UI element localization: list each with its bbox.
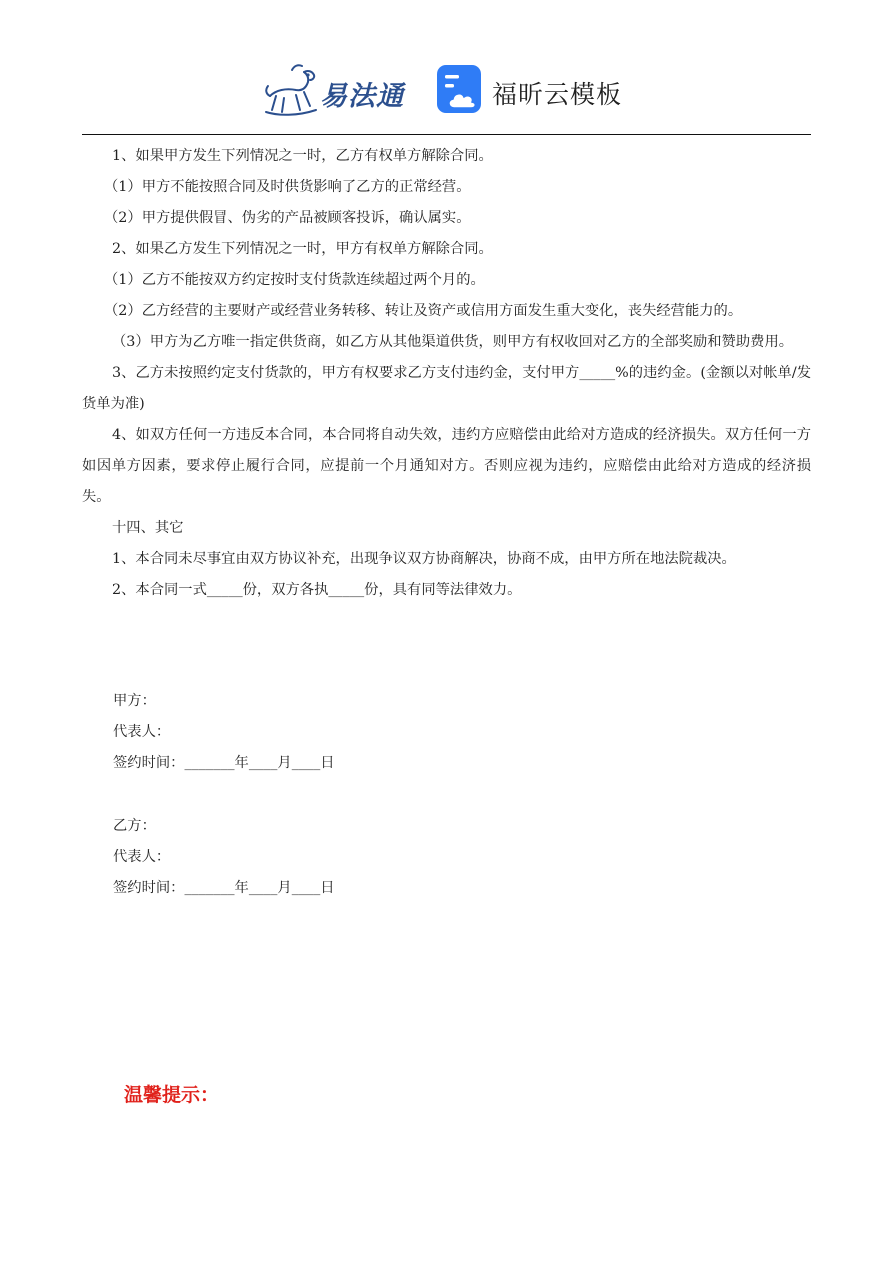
- yifatong-logo: [262, 62, 412, 118]
- clause-paragraph: 2、如果乙方发生下列情况之一时，甲方有权单方解除合同。: [112, 241, 493, 257]
- cloud-document-icon: [436, 64, 484, 116]
- section-heading: 十四、其它: [112, 520, 184, 536]
- party-a-representative: 代表人：: [113, 724, 171, 740]
- fuxin-cloud-template-logo: [436, 64, 656, 118]
- horse-emblem-icon: [262, 62, 322, 118]
- logo2-text: 福昕云模板: [492, 80, 623, 109]
- document-header: [0, 58, 893, 124]
- clause-paragraph: （1）乙方不能按双方约定按时支付货款连续超过两个月的。: [104, 272, 485, 288]
- contract-body: [82, 141, 811, 606]
- clause-paragraph: （3）甲方为乙方唯一指定供货商，如乙方从其他渠道供货，则甲方有权收回对乙方的全部奖励和赞助费用。: [112, 334, 794, 350]
- clause-paragraph: （2）甲方提供假冒、伪劣的产品被顾客投诉，确认属实。: [104, 210, 471, 226]
- clause-paragraph: （2）乙方经营的主要财产或经营业务转移、转让及资产或信用方面发生重大变化，丧失经营能力的。: [104, 303, 743, 319]
- clause-paragraph: （1）甲方不能按照合同及时供货影响了乙方的正常经营。: [104, 179, 471, 195]
- party-b-label: 乙方：: [113, 818, 156, 834]
- party-a-label: 甲方：: [113, 693, 156, 709]
- clause-paragraph: 3、乙方未按照约定支付货款的，甲方有权要求乙方支付违约金，支付甲方_____%的违约金。(金额以对帐单/发货单为准): [82, 365, 811, 412]
- party-b-signature-block: [113, 811, 335, 904]
- clause-paragraph: 2、本合同一式_____份，双方各执_____份，具有同等法律效力。: [112, 582, 522, 598]
- clause-paragraph: 4、如双方任何一方违反本合同，本合同将自动失效，违约方应赔偿由此给对方造成的经济损失。双方任何一方如因单方因素，要求停止履行合同，应提前一个月通知对方。否则应视为违约，应赔偿由此给对方造成的经济损失。: [82, 427, 811, 505]
- party-a-signature-block: [113, 686, 335, 779]
- clause-paragraph: 1、本合同未尽事宜由双方协议补充，出现争议双方协商解决，协商不成，由甲方所在地法院裁决。: [112, 551, 736, 567]
- logo-text: 易法通: [320, 81, 404, 112]
- clause-paragraph: 1、如果甲方发生下列情况之一时，乙方有权单方解除合同。: [112, 148, 493, 164]
- party-b-representative: 代表人：: [113, 849, 171, 865]
- header-divider: [82, 134, 811, 135]
- party-b-sign-date: 签约时间：_______年____月____日: [113, 880, 335, 896]
- warm-tip-heading: 温馨提示：: [124, 1084, 220, 1106]
- party-a-sign-date: 签约时间：_______年____月____日: [113, 755, 335, 771]
